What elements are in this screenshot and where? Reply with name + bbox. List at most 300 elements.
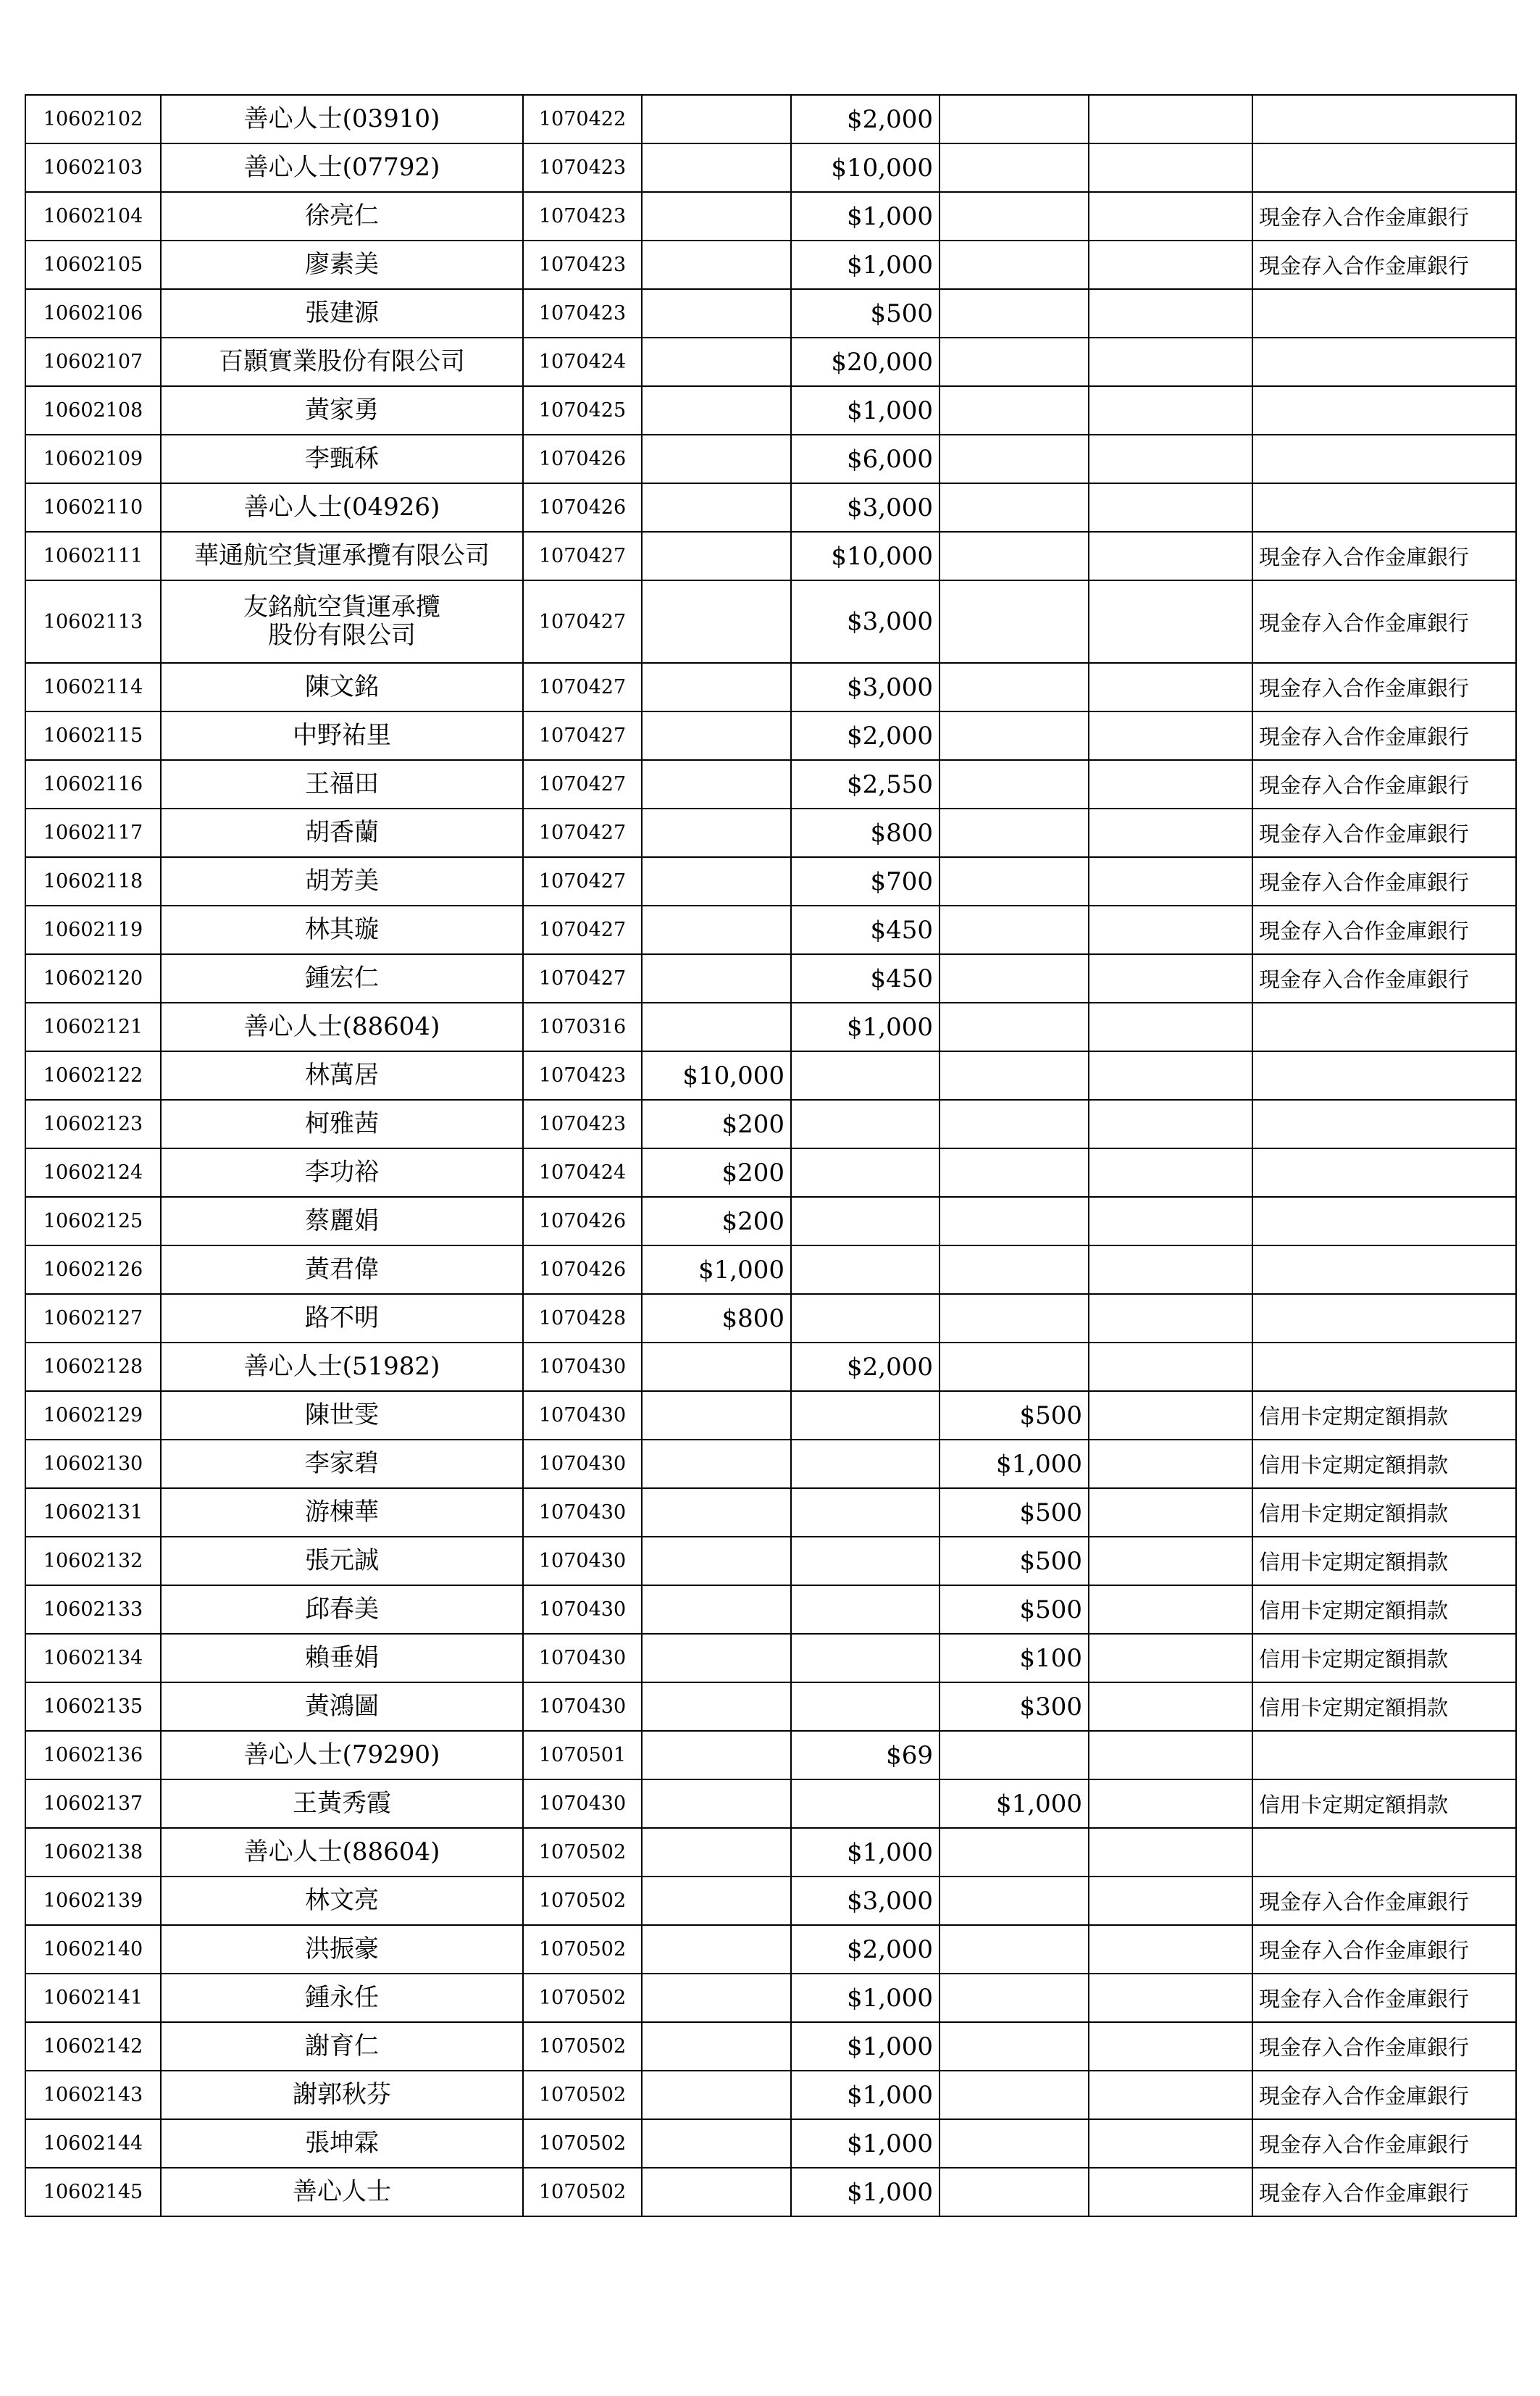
amount-col-1 bbox=[642, 580, 791, 663]
amount-col-4 bbox=[1089, 711, 1252, 760]
donation-date: 1070427 bbox=[523, 580, 642, 663]
amount-col-3 bbox=[940, 2022, 1089, 2071]
table-row bbox=[25, 580, 1516, 663]
table-row bbox=[25, 2168, 1516, 2216]
amount-col-3: $1,000 bbox=[940, 1440, 1089, 1488]
donor-name: 華通航空貨運承攬有限公司 bbox=[161, 532, 523, 580]
note: 現金存入合作金庫銀行 bbox=[1252, 2168, 1516, 2216]
donation-date: 1070423 bbox=[523, 1051, 642, 1100]
donation-date: 1070427 bbox=[523, 760, 642, 809]
amount-col-4 bbox=[1089, 906, 1252, 954]
note: 現金存入合作金庫銀行 bbox=[1252, 192, 1516, 241]
table-row bbox=[25, 241, 1516, 289]
amount-col-1 bbox=[642, 483, 791, 532]
donor-name: 陳世雯 bbox=[161, 1391, 523, 1440]
receipt-number: 10602123 bbox=[25, 1100, 161, 1148]
amount-col-3 bbox=[940, 906, 1089, 954]
donation-date: 1070430 bbox=[523, 1343, 642, 1391]
amount-col-1 bbox=[642, 1828, 791, 1877]
amount-col-2: $450 bbox=[791, 906, 940, 954]
amount-col-3 bbox=[940, 1245, 1089, 1294]
amount-col-4 bbox=[1089, 532, 1252, 580]
donation-date: 1070427 bbox=[523, 532, 642, 580]
donor-name: 謝育仁 bbox=[161, 2022, 523, 2071]
donor-name: 胡芳美 bbox=[161, 857, 523, 906]
amount-col-2: $20,000 bbox=[791, 338, 940, 386]
donation-date: 1070426 bbox=[523, 483, 642, 532]
amount-col-4 bbox=[1089, 143, 1252, 192]
amount-col-2: $500 bbox=[791, 289, 940, 338]
donor-name: 張建源 bbox=[161, 289, 523, 338]
receipt-number: 10602113 bbox=[25, 580, 161, 663]
table-row bbox=[25, 1100, 1516, 1148]
donation-date: 1070427 bbox=[523, 906, 642, 954]
amount-col-4 bbox=[1089, 1682, 1252, 1731]
amount-col-4 bbox=[1089, 1343, 1252, 1391]
donation-date: 1070502 bbox=[523, 2071, 642, 2119]
donation-date: 1070423 bbox=[523, 192, 642, 241]
amount-col-2: $10,000 bbox=[791, 532, 940, 580]
amount-col-2 bbox=[791, 1051, 940, 1100]
donation-date: 1070423 bbox=[523, 1100, 642, 1148]
donor-name: 賴垂娟 bbox=[161, 1634, 523, 1682]
table-row bbox=[25, 95, 1516, 143]
donation-date: 1070501 bbox=[523, 1731, 642, 1779]
amount-col-3: $500 bbox=[940, 1537, 1089, 1585]
donor-name: 黃君偉 bbox=[161, 1245, 523, 1294]
donor-name: 善心人士(04926) bbox=[161, 483, 523, 532]
donor-name: 陳文銘 bbox=[161, 663, 523, 711]
receipt-number: 10602120 bbox=[25, 954, 161, 1003]
amount-col-1 bbox=[642, 1440, 791, 1488]
amount-col-2 bbox=[791, 1634, 940, 1682]
amount-col-2: $2,000 bbox=[791, 1343, 940, 1391]
donation-date: 1070430 bbox=[523, 1391, 642, 1440]
receipt-number: 10602133 bbox=[25, 1585, 161, 1634]
note: 現金存入合作金庫銀行 bbox=[1252, 954, 1516, 1003]
table-row bbox=[25, 1974, 1516, 2022]
note: 現金存入合作金庫銀行 bbox=[1252, 809, 1516, 857]
donor-name: 善心人士 bbox=[161, 2168, 523, 2216]
amount-col-4 bbox=[1089, 1100, 1252, 1148]
receipt-number: 10602121 bbox=[25, 1003, 161, 1051]
receipt-number: 10602130 bbox=[25, 1440, 161, 1488]
amount-col-3 bbox=[940, 1100, 1089, 1148]
amount-col-1 bbox=[642, 143, 791, 192]
receipt-number: 10602122 bbox=[25, 1051, 161, 1100]
receipt-number: 10602135 bbox=[25, 1682, 161, 1731]
amount-col-3 bbox=[940, 338, 1089, 386]
note bbox=[1252, 1245, 1516, 1294]
amount-col-1 bbox=[642, 1682, 791, 1731]
donation-date: 1070427 bbox=[523, 809, 642, 857]
amount-col-1: $1,000 bbox=[642, 1245, 791, 1294]
amount-col-3 bbox=[940, 1148, 1089, 1197]
note: 現金存入合作金庫銀行 bbox=[1252, 241, 1516, 289]
amount-col-4 bbox=[1089, 192, 1252, 241]
amount-col-3 bbox=[940, 711, 1089, 760]
table-row bbox=[25, 1245, 1516, 1294]
receipt-number: 10602114 bbox=[25, 663, 161, 711]
amount-col-2 bbox=[791, 1585, 940, 1634]
receipt-number: 10602116 bbox=[25, 760, 161, 809]
note bbox=[1252, 143, 1516, 192]
receipt-number: 10602141 bbox=[25, 1974, 161, 2022]
donation-date: 1070502 bbox=[523, 1877, 642, 1925]
amount-col-4 bbox=[1089, 2022, 1252, 2071]
amount-col-4 bbox=[1089, 1634, 1252, 1682]
table-row bbox=[25, 1877, 1516, 1925]
table-row bbox=[25, 1197, 1516, 1245]
amount-col-1: $200 bbox=[642, 1197, 791, 1245]
amount-col-2: $1,000 bbox=[791, 1974, 940, 2022]
donor-name: 王福田 bbox=[161, 760, 523, 809]
amount-col-1 bbox=[642, 1731, 791, 1779]
amount-col-4 bbox=[1089, 2071, 1252, 2119]
amount-col-4 bbox=[1089, 857, 1252, 906]
note bbox=[1252, 1197, 1516, 1245]
amount-col-1 bbox=[642, 1391, 791, 1440]
amount-col-2: $1,000 bbox=[791, 2022, 940, 2071]
amount-col-3: $500 bbox=[940, 1585, 1089, 1634]
donor-name: 邱春美 bbox=[161, 1585, 523, 1634]
amount-col-2: $69 bbox=[791, 1731, 940, 1779]
table-row bbox=[25, 435, 1516, 483]
receipt-number: 10602124 bbox=[25, 1148, 161, 1197]
table-row bbox=[25, 2119, 1516, 2168]
receipt-number: 10602140 bbox=[25, 1925, 161, 1974]
donor-name: 路不明 bbox=[161, 1294, 523, 1343]
amount-col-1 bbox=[642, 1585, 791, 1634]
amount-col-1: $10,000 bbox=[642, 1051, 791, 1100]
amount-col-4 bbox=[1089, 289, 1252, 338]
amount-col-1 bbox=[642, 760, 791, 809]
amount-col-3 bbox=[940, 954, 1089, 1003]
table-row bbox=[25, 1051, 1516, 1100]
receipt-number: 10602110 bbox=[25, 483, 161, 532]
amount-col-1 bbox=[642, 2022, 791, 2071]
amount-col-2 bbox=[791, 1197, 940, 1245]
donation-date: 1070430 bbox=[523, 1779, 642, 1828]
table-row bbox=[25, 1391, 1516, 1440]
receipt-number: 10602118 bbox=[25, 857, 161, 906]
table-row bbox=[25, 1488, 1516, 1537]
table-row bbox=[25, 2071, 1516, 2119]
amount-col-1 bbox=[642, 289, 791, 338]
table-row bbox=[25, 954, 1516, 1003]
amount-col-2: $6,000 bbox=[791, 435, 940, 483]
note: 信用卡定期定額捐款 bbox=[1252, 1391, 1516, 1440]
amount-col-3: $500 bbox=[940, 1391, 1089, 1440]
donation-date: 1070427 bbox=[523, 663, 642, 711]
amount-col-1 bbox=[642, 857, 791, 906]
amount-col-4 bbox=[1089, 2119, 1252, 2168]
amount-col-1 bbox=[642, 2168, 791, 2216]
amount-col-1 bbox=[642, 663, 791, 711]
amount-col-2 bbox=[791, 1682, 940, 1731]
amount-col-3: $300 bbox=[940, 1682, 1089, 1731]
amount-col-4 bbox=[1089, 1537, 1252, 1585]
table-row bbox=[25, 532, 1516, 580]
amount-col-1: $800 bbox=[642, 1294, 791, 1343]
note: 現金存入合作金庫銀行 bbox=[1252, 711, 1516, 760]
amount-col-1 bbox=[642, 532, 791, 580]
table-row bbox=[25, 1343, 1516, 1391]
receipt-number: 10602132 bbox=[25, 1537, 161, 1585]
amount-col-1 bbox=[642, 1003, 791, 1051]
amount-col-1 bbox=[642, 192, 791, 241]
amount-col-2 bbox=[791, 1440, 940, 1488]
table-row bbox=[25, 1003, 1516, 1051]
note bbox=[1252, 1731, 1516, 1779]
receipt-number: 10602134 bbox=[25, 1634, 161, 1682]
receipt-number: 10602104 bbox=[25, 192, 161, 241]
note: 信用卡定期定額捐款 bbox=[1252, 1779, 1516, 1828]
table-row bbox=[25, 1585, 1516, 1634]
amount-col-4 bbox=[1089, 663, 1252, 711]
donor-name: 王黃秀霞 bbox=[161, 1779, 523, 1828]
table-row bbox=[25, 857, 1516, 906]
receipt-number: 10602138 bbox=[25, 1828, 161, 1877]
amount-col-2: $2,550 bbox=[791, 760, 940, 809]
amount-col-2: $1,000 bbox=[791, 386, 940, 435]
note bbox=[1252, 1343, 1516, 1391]
note: 現金存入合作金庫銀行 bbox=[1252, 2071, 1516, 2119]
receipt-number: 10602127 bbox=[25, 1294, 161, 1343]
amount-col-3 bbox=[940, 143, 1089, 192]
amount-col-4 bbox=[1089, 435, 1252, 483]
amount-col-4 bbox=[1089, 1974, 1252, 2022]
donor-name: 善心人士(79290) bbox=[161, 1731, 523, 1779]
amount-col-2: $2,000 bbox=[791, 711, 940, 760]
note: 現金存入合作金庫銀行 bbox=[1252, 857, 1516, 906]
donation-date: 1070422 bbox=[523, 95, 642, 143]
amount-col-2: $2,000 bbox=[791, 95, 940, 143]
amount-col-3: $1,000 bbox=[940, 1779, 1089, 1828]
amount-col-4 bbox=[1089, 95, 1252, 143]
amount-col-1 bbox=[642, 1925, 791, 1974]
donation-date: 1070426 bbox=[523, 435, 642, 483]
amount-col-4 bbox=[1089, 1585, 1252, 1634]
amount-col-2 bbox=[791, 1537, 940, 1585]
amount-col-3 bbox=[940, 192, 1089, 241]
donor-name: 善心人士(51982) bbox=[161, 1343, 523, 1391]
donor-name: 蔡麗娟 bbox=[161, 1197, 523, 1245]
note bbox=[1252, 289, 1516, 338]
amount-col-2: $1,000 bbox=[791, 2071, 940, 2119]
receipt-number: 10602144 bbox=[25, 2119, 161, 2168]
table-row bbox=[25, 1779, 1516, 1828]
amount-col-1 bbox=[642, 954, 791, 1003]
donation-date: 1070423 bbox=[523, 241, 642, 289]
amount-col-3 bbox=[940, 580, 1089, 663]
donation-date: 1070425 bbox=[523, 386, 642, 435]
note bbox=[1252, 1828, 1516, 1877]
donation-date: 1070430 bbox=[523, 1537, 642, 1585]
table-row bbox=[25, 1731, 1516, 1779]
donation-date: 1070430 bbox=[523, 1440, 642, 1488]
donor-name: 李功裕 bbox=[161, 1148, 523, 1197]
receipt-number: 10602128 bbox=[25, 1343, 161, 1391]
amount-col-4 bbox=[1089, 1197, 1252, 1245]
table-row bbox=[25, 1294, 1516, 1343]
note: 信用卡定期定額捐款 bbox=[1252, 1537, 1516, 1585]
table-row bbox=[25, 483, 1516, 532]
amount-col-2: $3,000 bbox=[791, 1877, 940, 1925]
receipt-number: 10602129 bbox=[25, 1391, 161, 1440]
amount-col-1 bbox=[642, 338, 791, 386]
donation-date: 1070430 bbox=[523, 1634, 642, 1682]
amount-col-1 bbox=[642, 1877, 791, 1925]
note: 現金存入合作金庫銀行 bbox=[1252, 532, 1516, 580]
amount-col-3 bbox=[940, 289, 1089, 338]
amount-col-3 bbox=[940, 1343, 1089, 1391]
amount-col-3 bbox=[940, 95, 1089, 143]
amount-col-1 bbox=[642, 386, 791, 435]
amount-col-2: $1,000 bbox=[791, 2168, 940, 2216]
amount-col-4 bbox=[1089, 241, 1252, 289]
amount-col-4 bbox=[1089, 760, 1252, 809]
receipt-number: 10602119 bbox=[25, 906, 161, 954]
amount-col-3 bbox=[940, 1974, 1089, 2022]
amount-col-3 bbox=[940, 2071, 1089, 2119]
note bbox=[1252, 1294, 1516, 1343]
receipt-number: 10602107 bbox=[25, 338, 161, 386]
donor-name: 黃家勇 bbox=[161, 386, 523, 435]
donor-name: 李甄秝 bbox=[161, 435, 523, 483]
amount-col-4 bbox=[1089, 1391, 1252, 1440]
amount-col-2: $1,000 bbox=[791, 1828, 940, 1877]
amount-col-4 bbox=[1089, 1488, 1252, 1537]
table-row bbox=[25, 1925, 1516, 1974]
amount-col-4 bbox=[1089, 483, 1252, 532]
amount-col-1 bbox=[642, 1974, 791, 2022]
table-row bbox=[25, 1148, 1516, 1197]
amount-col-1 bbox=[642, 809, 791, 857]
amount-col-1 bbox=[642, 1779, 791, 1828]
table-row bbox=[25, 338, 1516, 386]
donor-name: 柯雅茜 bbox=[161, 1100, 523, 1148]
receipt-number: 10602145 bbox=[25, 2168, 161, 2216]
donation-date: 1070502 bbox=[523, 1974, 642, 2022]
amount-col-2 bbox=[791, 1100, 940, 1148]
amount-col-1 bbox=[642, 1634, 791, 1682]
amount-col-2: $800 bbox=[791, 809, 940, 857]
amount-col-3 bbox=[940, 1197, 1089, 1245]
amount-col-2 bbox=[791, 1294, 940, 1343]
note: 信用卡定期定額捐款 bbox=[1252, 1440, 1516, 1488]
donor-name: 徐亮仁 bbox=[161, 192, 523, 241]
note: 現金存入合作金庫銀行 bbox=[1252, 663, 1516, 711]
amount-col-4 bbox=[1089, 1731, 1252, 1779]
note: 信用卡定期定額捐款 bbox=[1252, 1634, 1516, 1682]
amount-col-1 bbox=[642, 1343, 791, 1391]
receipt-number: 10602139 bbox=[25, 1877, 161, 1925]
amount-col-4 bbox=[1089, 2168, 1252, 2216]
amount-col-3 bbox=[940, 1731, 1089, 1779]
receipt-number: 10602137 bbox=[25, 1779, 161, 1828]
donor-name: 林其璇 bbox=[161, 906, 523, 954]
note: 信用卡定期定額捐款 bbox=[1252, 1682, 1516, 1731]
note bbox=[1252, 338, 1516, 386]
donor-name: 林萬居 bbox=[161, 1051, 523, 1100]
receipt-number: 10602103 bbox=[25, 143, 161, 192]
amount-col-3 bbox=[940, 435, 1089, 483]
donor-name: 鍾宏仁 bbox=[161, 954, 523, 1003]
receipt-number: 10602108 bbox=[25, 386, 161, 435]
amount-col-1 bbox=[642, 1488, 791, 1537]
amount-col-4 bbox=[1089, 1245, 1252, 1294]
donation-date: 1070423 bbox=[523, 289, 642, 338]
note: 信用卡定期定額捐款 bbox=[1252, 1488, 1516, 1537]
amount-col-4 bbox=[1089, 580, 1252, 663]
donor-name: 善心人士(88604) bbox=[161, 1828, 523, 1877]
table-row bbox=[25, 760, 1516, 809]
note bbox=[1252, 95, 1516, 143]
donation-date: 1070502 bbox=[523, 2168, 642, 2216]
note: 現金存入合作金庫銀行 bbox=[1252, 2022, 1516, 2071]
amount-col-4 bbox=[1089, 386, 1252, 435]
donor-name: 黃鴻圖 bbox=[161, 1682, 523, 1731]
donor-name: 李家碧 bbox=[161, 1440, 523, 1488]
donor-name: 謝郭秋芬 bbox=[161, 2071, 523, 2119]
donor-name: 鍾永任 bbox=[161, 1974, 523, 2022]
donor-name: 張坤霖 bbox=[161, 2119, 523, 2168]
amount-col-3 bbox=[940, 1925, 1089, 1974]
table-row bbox=[25, 1828, 1516, 1877]
donation-date: 1070430 bbox=[523, 1488, 642, 1537]
note: 現金存入合作金庫銀行 bbox=[1252, 760, 1516, 809]
donor-name: 友銘航空貨運承攬 股份有限公司 bbox=[161, 580, 523, 663]
note: 現金存入合作金庫銀行 bbox=[1252, 906, 1516, 954]
amount-col-4 bbox=[1089, 1003, 1252, 1051]
note bbox=[1252, 1148, 1516, 1197]
amount-col-3 bbox=[940, 241, 1089, 289]
amount-col-4 bbox=[1089, 1440, 1252, 1488]
note: 現金存入合作金庫銀行 bbox=[1252, 1877, 1516, 1925]
donation-date: 1070428 bbox=[523, 1294, 642, 1343]
donor-name: 善心人士(03910) bbox=[161, 95, 523, 143]
donor-name: 中野祐里 bbox=[161, 711, 523, 760]
table-row bbox=[25, 2022, 1516, 2071]
amount-col-1 bbox=[642, 95, 791, 143]
receipt-number: 10602142 bbox=[25, 2022, 161, 2071]
amount-col-2: $1,000 bbox=[791, 192, 940, 241]
table-row bbox=[25, 386, 1516, 435]
amount-col-2: $3,000 bbox=[791, 663, 940, 711]
amount-col-3: $100 bbox=[940, 1634, 1089, 1682]
donation-date: 1070424 bbox=[523, 338, 642, 386]
donation-table bbox=[25, 94, 1517, 2217]
donation-date: 1070427 bbox=[523, 711, 642, 760]
donation-date: 1070423 bbox=[523, 143, 642, 192]
receipt-number: 10602143 bbox=[25, 2071, 161, 2119]
donation-date: 1070430 bbox=[523, 1585, 642, 1634]
amount-col-2: $10,000 bbox=[791, 143, 940, 192]
note: 現金存入合作金庫銀行 bbox=[1252, 1974, 1516, 2022]
donor-name: 善心人士(07792) bbox=[161, 143, 523, 192]
amount-col-1 bbox=[642, 2071, 791, 2119]
amount-col-2: $2,000 bbox=[791, 1925, 940, 1974]
amount-col-4 bbox=[1089, 954, 1252, 1003]
amount-col-4 bbox=[1089, 1828, 1252, 1877]
donation-date: 1070426 bbox=[523, 1197, 642, 1245]
table-row bbox=[25, 1634, 1516, 1682]
amount-col-3 bbox=[940, 386, 1089, 435]
table-row bbox=[25, 192, 1516, 241]
amount-col-4 bbox=[1089, 338, 1252, 386]
donor-name: 游棟華 bbox=[161, 1488, 523, 1537]
